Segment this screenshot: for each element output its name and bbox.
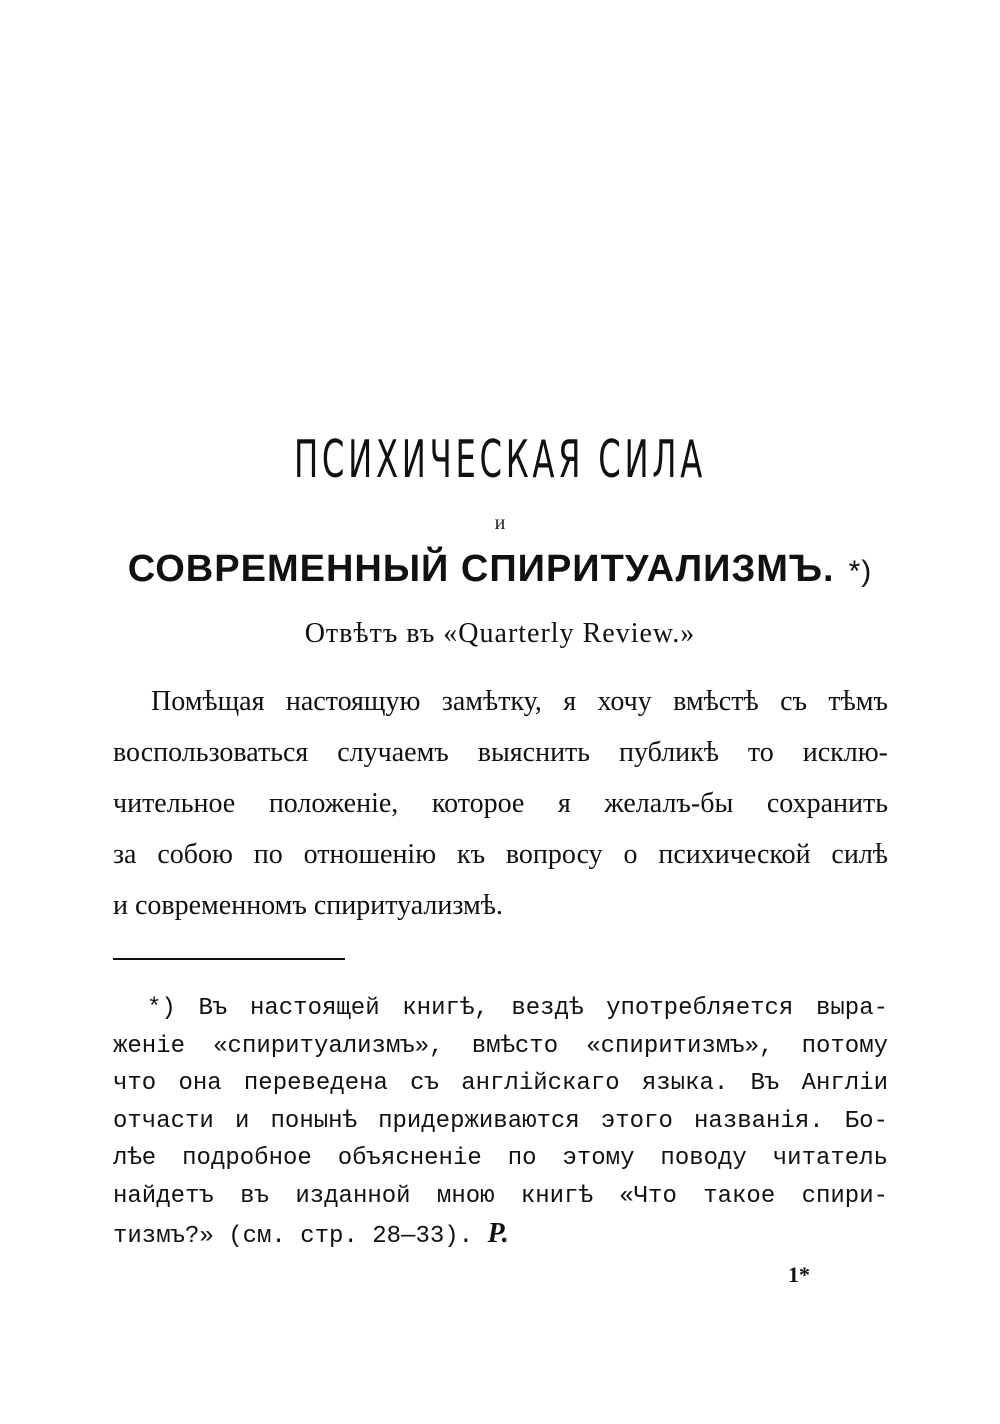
footnote-last-line <box>113 1215 888 1256</box>
page-title: ПСИХИЧЕСКАЯ СИЛА <box>293 430 707 490</box>
body-line: и современномъ спиритуализмѣ. <box>113 890 503 921</box>
title-conjunction: и <box>494 512 506 534</box>
body-line: за собою по отношенію къ вопросу о психической силѣ <box>113 839 888 870</box>
footnote-line: найдетъ въ изданной мною книгѣ «Что такое спири- <box>113 1182 888 1210</box>
footnote <box>113 990 888 1256</box>
footnote-line: лѣе подробное объясненіе по этому поводу читатель <box>113 1145 888 1172</box>
body-line: чительное положеніе, которое я желалъ-бы сохранить <box>113 788 888 819</box>
footnote-line: отчасти и понынѣ придерживаются этого названія. Бо- <box>113 1107 888 1135</box>
body-paragraph <box>113 676 888 931</box>
page-subtitle <box>0 548 1000 591</box>
footnote-line: *) Въ настоящей книгѣ, вездѣ употребляется выра- <box>147 995 888 1022</box>
body-line: воспользоваться случаемъ выяснить публикѣ то исклю- <box>113 737 888 768</box>
reply-line: Отвѣтъ въ «Quarterly Review.» <box>304 618 696 649</box>
footnote-reference-mark: *) <box>848 555 873 588</box>
subtitle-text: СОВРЕМЕННЫЙ СПИРИТУАЛИЗМЪ. <box>127 548 835 590</box>
footnote-divider <box>113 958 345 960</box>
body-line: Помѣщая настоящую замѣтку, я хочу вмѣстѣ съ тѣмъ <box>151 686 888 717</box>
footnote-line: тизмъ?» (см. стр. 28—33). <box>113 1223 474 1250</box>
footnote-line: женіе «спиритуализмъ», вмѣсто «спиритизмъ», потому <box>113 1032 888 1060</box>
footnote-initial: Р. <box>487 1218 509 1249</box>
page-signature: 1* <box>788 1262 810 1287</box>
footnote-line: что она переведена съ англійскаго языка. Въ Англіи <box>113 1070 888 1097</box>
